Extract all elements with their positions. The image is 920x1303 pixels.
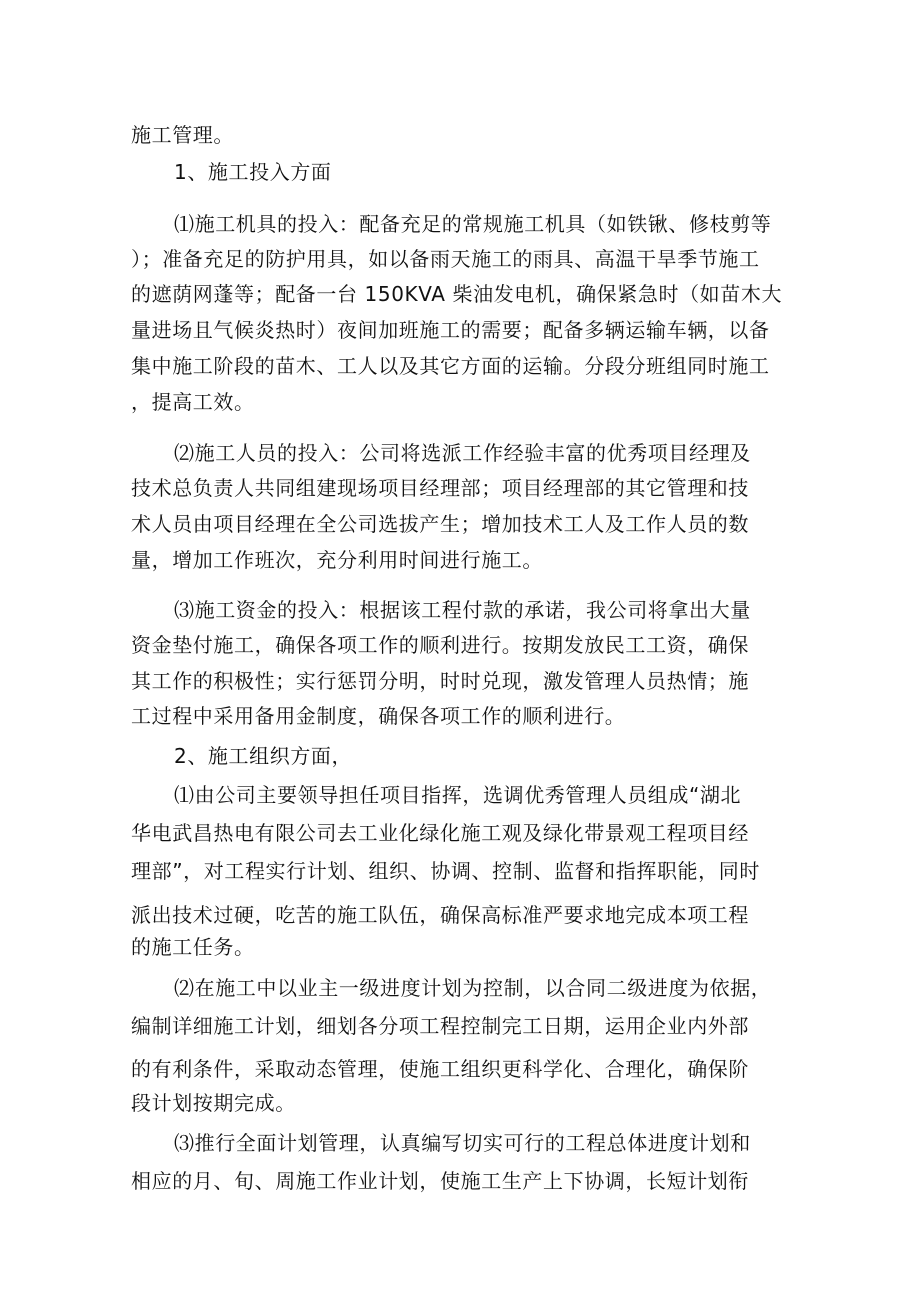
text-line: ⑶推行全面计划管理，认真编写切实可行的工程总体进度计划和 <box>174 1131 751 1155</box>
section-heading-2: 2、施工组织方面， <box>174 744 353 768</box>
text-line: ，提高工效。 <box>131 390 255 414</box>
text-line: ）；准备充足的防护用具，如以备雨天施工的雨具、高温干旱季节施工 <box>131 247 760 271</box>
text-line: 量，增加工作班次，充分利用时间进行施工。 <box>131 548 543 572</box>
text-line: ⑶施工资金的投入：根据该工程付款的承诺，我公司将拿出大量 <box>174 598 751 622</box>
text-line: 的施工任务。 <box>131 935 255 959</box>
text-line: ⑵在施工中以业主一级进度计划为控制，以合同二级进度为依据， <box>174 976 772 1000</box>
text-line: 量进场且气候炎热时）夜间加班施工的需要；配备多辆运输车辆，以备 <box>131 318 770 342</box>
text-line: 术人员由项目经理在全公司选拔产生；增加技术工人及工作人员的数 <box>131 512 749 536</box>
text-line: ⑴施工机具的投入：配备充足的常规施工机具（如铁锹、修枝剪等 <box>174 212 772 236</box>
text-line: ⑵施工人员的投入：公司将选派工作经验丰富的优秀项目经理及 <box>174 441 751 465</box>
text-line: 理部”，对工程实行计划、组织、协调、控制、监督和指挥职能，同时 <box>131 859 760 883</box>
text-line: 集中施工阶段的苗木、工人以及其它方面的运输。分段分班组同时施工 <box>131 354 770 378</box>
text-line: 段计划按期完成。 <box>131 1091 296 1115</box>
text-line: 相应的月、旬、周施工作业计划，使施工生产上下协调，长短计划衔 <box>131 1169 749 1193</box>
text-line: 工过程中采用备用金制度，确保各项工作的顺利进行。 <box>131 704 626 728</box>
text-line: ⑴由公司主要领导担任项目指挥，选调优秀管理人员组成“湖北 <box>174 783 742 807</box>
text-line: 派出技术过硬，吃苦的施工队伍，确保高标准严要求地完成本项工程 <box>131 903 749 927</box>
text-line: 资金垫付施工，确保各项工作的顺利进行。按期发放民工工资，确保 <box>131 633 749 657</box>
text-line: 施工管理。 <box>131 123 234 147</box>
text-line: 的遮荫网蓬等；配备一台 150KVA 柴油发电机，确保紧急时（如苗木大 <box>131 282 783 306</box>
text-line: 编制详细施工计划，细划各分项工程控制完工日期，运用企业内外部 <box>131 1014 749 1038</box>
text-line: 的有利条件，采取动态管理，使施工组织更科学化、合理化，确保阶 <box>131 1057 749 1081</box>
text-line: 华电武昌热电有限公司去工业化绿化施工观及绿化带景观工程项目经 <box>131 821 749 845</box>
text-line: 其工作的积极性；实行惩罚分明，时时兑现，激发管理人员热情；施 <box>131 669 749 693</box>
section-heading-1: 1、施工投入方面 <box>174 160 332 184</box>
text-line: 技术总负责人共同组建现场项目经理部；项目经理部的其它管理和技 <box>131 476 749 500</box>
